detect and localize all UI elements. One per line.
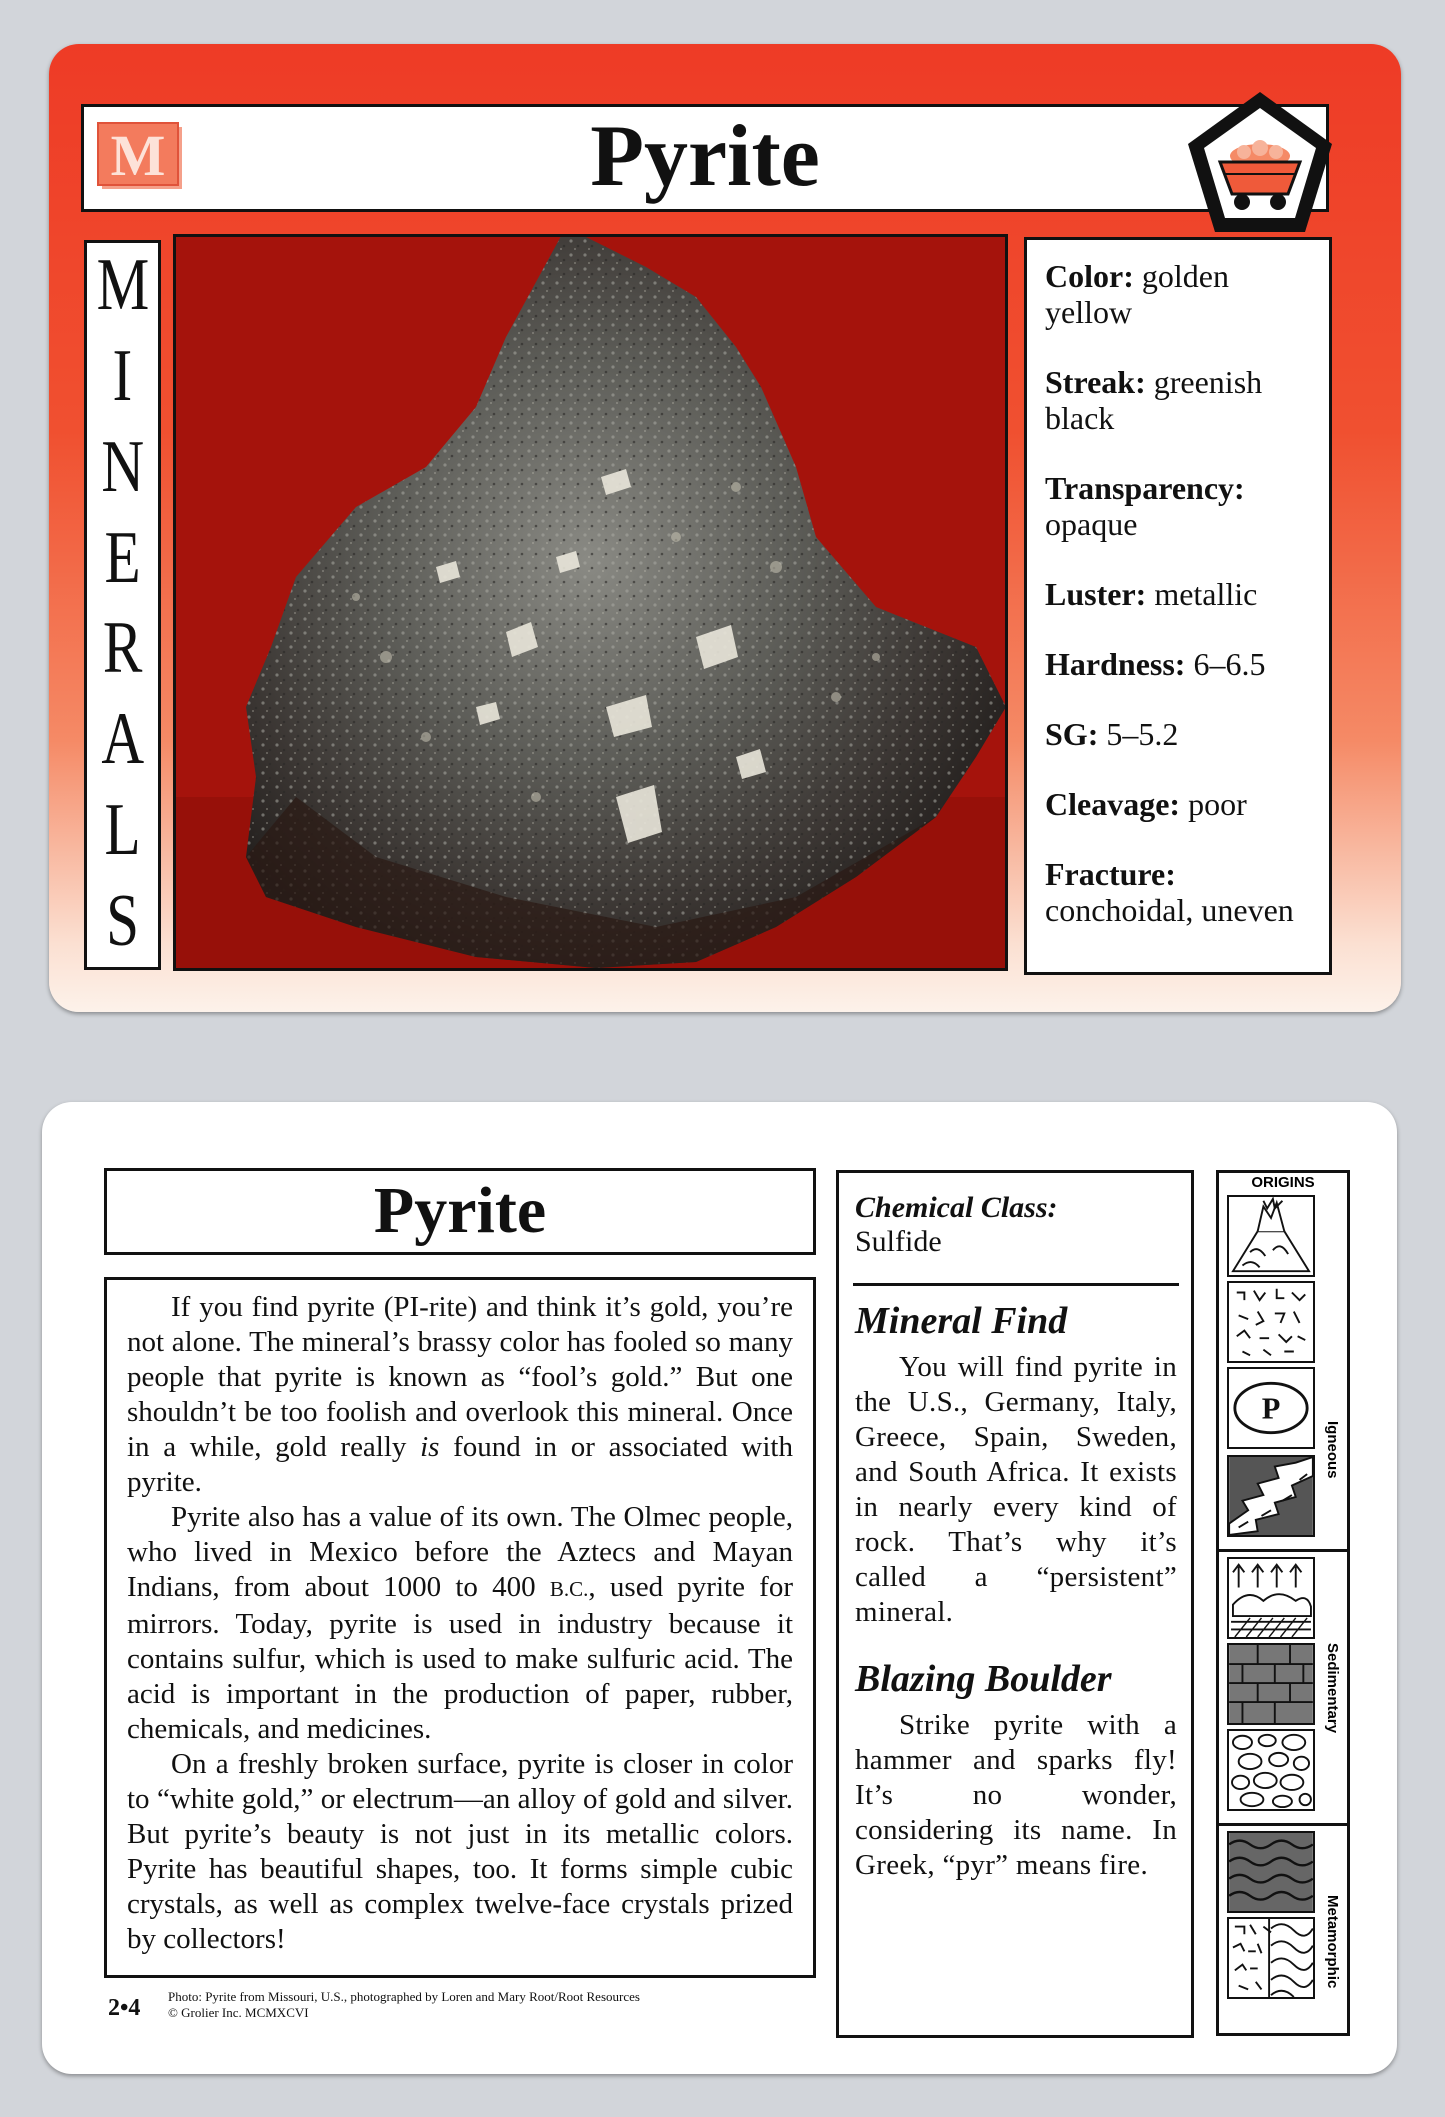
back-title: Pyrite (104, 1168, 816, 1255)
svg-text:P: P (1261, 1391, 1281, 1426)
divider (853, 1283, 1179, 1286)
volcano-icon (1227, 1195, 1315, 1277)
foliated-rock-icon (1227, 1831, 1315, 1913)
side-letter: R (102, 607, 143, 690)
mineral-find-heading: Mineral Find (855, 1300, 1068, 1342)
blazing-boulder-heading: Blazing Boulder (855, 1658, 1112, 1700)
description-text (104, 1277, 816, 1978)
property-transparency: Transparency: opaque (1045, 470, 1245, 542)
properties-panel (1024, 237, 1332, 975)
chemical-class-value: Sulfide (855, 1225, 942, 1258)
sediment-deposit-icon (1227, 1557, 1315, 1639)
origin-igneous-label: Igneous (1324, 1421, 1341, 1479)
property-sg: SG: 5–5.2 (1045, 716, 1179, 752)
property-cleavage: Cleavage: poor (1045, 786, 1247, 822)
property-hardness: Hardness: 6–6.5 (1045, 646, 1266, 682)
title-bar (81, 104, 1329, 212)
origin-sedimentary-label: Sedimentary (1324, 1643, 1341, 1734)
property-color: Color: golden yellow (1045, 258, 1229, 330)
side-letter: I (112, 334, 133, 417)
group-divider (1219, 1823, 1347, 1826)
pebble-rock-icon (1227, 1729, 1315, 1811)
logo-letter: M (110, 123, 166, 188)
page-number: 2•4 (108, 1995, 141, 2021)
blazing-boulder-text: Strike pyrite with a hammer and sparks fly! It’s no wonder, considering its name. In Greek, “pyr” means fire. (855, 1709, 1177, 1881)
group-divider (1219, 1549, 1347, 1552)
origins-panel (1216, 1170, 1350, 2036)
intrusive-rock-icon (1227, 1281, 1315, 1363)
card-title: Pyrite (590, 108, 820, 205)
property-streak: Streak: greenish black (1045, 364, 1263, 436)
property-fracture: Fracture: conchoidal, uneven (1045, 856, 1294, 928)
pyrite-specimen-image (176, 237, 1005, 968)
side-letter: N (101, 425, 144, 508)
side-letter: E (104, 516, 141, 599)
front-card (49, 44, 1401, 1012)
brick-layers-icon (1227, 1643, 1315, 1725)
photo-credit: Photo: Pyrite from Missouri, U.S., photographed by Loren and Mary Root/Root Resources © Grolier Inc. MCMXCVI (168, 1989, 640, 2020)
facts-panel (836, 1170, 1194, 2038)
side-letter: M (96, 244, 149, 326)
pyrite-marker-icon (1227, 1367, 1315, 1449)
side-letter: S (106, 879, 139, 962)
origin-metamorphic-label: Metamorphic (1324, 1895, 1341, 1989)
chemical-class-label: Chemical Class: (855, 1191, 1058, 1224)
mine-cart-icon (1184, 86, 1336, 238)
side-letter: A (101, 698, 144, 781)
mineral-find-text: You will find pyrite in the U.S., Germany, Italy, Greece, Spain, Sweden, and South Africa. It exists in nearly every kind of rock. That’s why it’s called a “persistent” mineral. (855, 1351, 1177, 1628)
side-letter: L (104, 789, 141, 872)
vein-rock-icon (1227, 1455, 1315, 1537)
back-card (42, 1102, 1397, 2074)
property-luster: Luster: metallic (1045, 576, 1258, 612)
mineral-photo (173, 234, 1008, 971)
paragraph-1: If you find pyrite (PI-rite) and think it’s gold, you’re not alone. The mineral’s brassy color has fooled so many people that pyrite is known as “fool’s gold.” But one shouldn’t be too foolish and overlook this mineral. Once in a while, gold really is found in or associated with pyrite. (127, 1291, 793, 1498)
minerals-vertical-label (84, 240, 161, 970)
contact-metamorphism-icon (1227, 1917, 1315, 1999)
origins-title: ORIGINS (1251, 1174, 1315, 1191)
paragraph-3: On a freshly broken surface, pyrite is closer in color to “white gold,” or electrum—an alloy of gold and silver. But pyrite’s beauty is not just in its metallic colors. Pyrite has beautiful shapes, too. It forms simple cubic crystals, as well as complex twelve-face crystals prized by collectors! (127, 1748, 793, 1955)
paragraph-2: Pyrite also has a value of its own. The Olmec people, who lived in Mexico before the Aztecs and Mayan Indians, from about 1000 to 400 B.C., used pyrite for mirrors. Today, pyrite is used in industry because it contains sulfur, which is used to make sulfuric acid. The acid is important in the production of paper, rubber, chemicals, and medicines. (127, 1501, 793, 1745)
